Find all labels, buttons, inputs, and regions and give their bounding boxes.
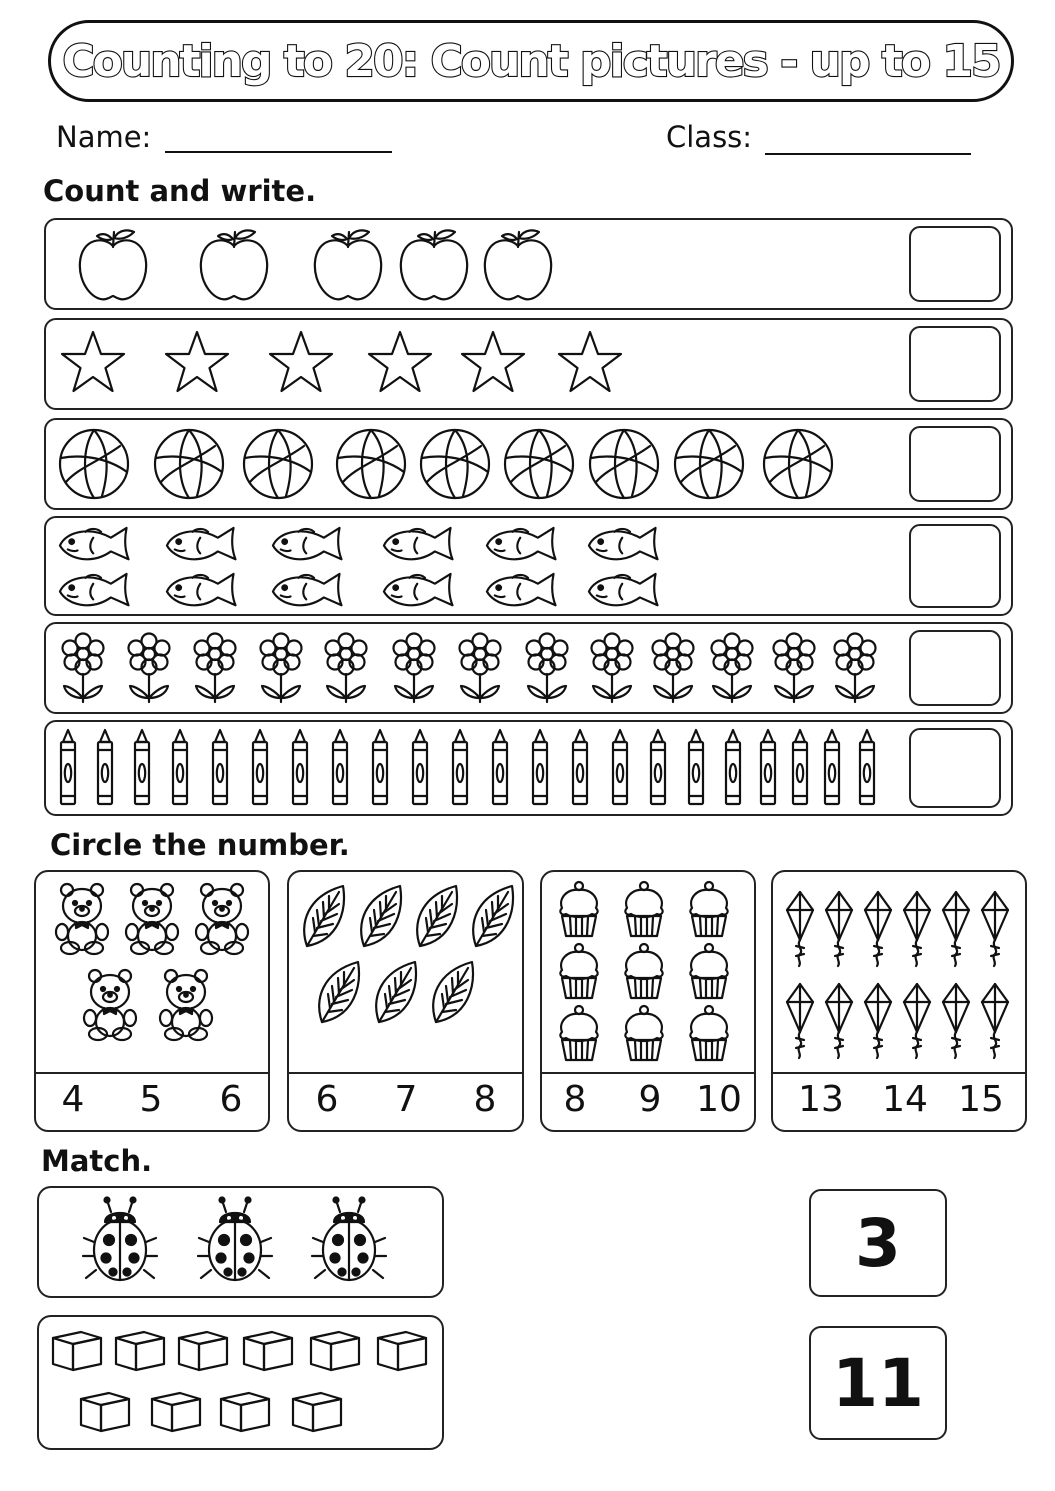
flower-icon — [524, 630, 570, 704]
beach-ball-icon — [242, 428, 314, 500]
cupcake-icon — [556, 880, 602, 938]
number-option[interactable]: 6 — [219, 1079, 243, 1120]
star-icon — [367, 330, 433, 394]
fish-icon — [585, 524, 665, 563]
fish-icon — [56, 570, 136, 609]
number-option[interactable]: 8 — [473, 1079, 497, 1120]
cube-icon — [51, 1324, 103, 1372]
class-field[interactable] — [765, 153, 971, 155]
cupcake-icon — [621, 942, 667, 1000]
fish-icon — [585, 570, 665, 609]
ladybug-icon — [81, 1198, 159, 1288]
crayon-icon — [95, 728, 115, 806]
count-and-write-heading: Count and write. — [43, 174, 317, 208]
beach-ball-icon — [419, 428, 491, 500]
beach-ball-icon — [588, 428, 660, 500]
name-field[interactable] — [165, 151, 392, 153]
number-option[interactable]: 9 — [638, 1079, 662, 1120]
apple-icon — [76, 226, 150, 302]
leaf-icon — [371, 960, 419, 1026]
fish-icon — [163, 524, 243, 563]
fish-icon — [380, 524, 460, 563]
crayon-icon — [758, 728, 778, 806]
flower-icon — [323, 630, 369, 704]
fish-icon — [483, 570, 563, 609]
crayon-icon — [132, 728, 152, 806]
leaf-icon — [428, 960, 476, 1026]
crayon-icon — [370, 728, 390, 806]
star-icon — [164, 330, 230, 394]
leaf-icon — [468, 884, 516, 950]
fish-icon — [483, 524, 563, 563]
cube-icon — [219, 1385, 271, 1433]
answer-box[interactable] — [909, 524, 1001, 608]
kite-icon — [980, 890, 1010, 966]
card-divider — [542, 1072, 754, 1074]
crayon-icon — [648, 728, 668, 806]
answer-box[interactable] — [909, 226, 1001, 302]
kite-icon — [941, 890, 971, 966]
flower-icon — [60, 630, 106, 704]
cupcake-icon — [686, 880, 732, 938]
number-option[interactable]: 14 — [882, 1079, 928, 1120]
cupcake-icon — [686, 1004, 732, 1062]
ladybug-icon — [196, 1198, 274, 1288]
teddy-bear-icon — [193, 882, 251, 954]
teddy-bear-icon — [53, 882, 111, 954]
beach-ball-icon — [153, 428, 225, 500]
star-icon — [460, 330, 526, 394]
cube-icon — [291, 1385, 343, 1433]
kite-icon — [941, 982, 971, 1058]
crayon-icon — [857, 728, 877, 806]
number-option[interactable]: 15 — [958, 1079, 1004, 1120]
crayon-icon — [330, 728, 350, 806]
flower-icon — [589, 630, 635, 704]
crayon-icon — [790, 728, 810, 806]
flower-icon — [650, 630, 696, 704]
cube-icon — [114, 1324, 166, 1372]
cube-icon — [177, 1324, 229, 1372]
crayon-icon — [723, 728, 743, 806]
card-divider — [773, 1072, 1025, 1074]
name-label: Name: — [56, 120, 152, 154]
kite-icon — [902, 890, 932, 966]
card-divider — [36, 1072, 268, 1074]
crayon-icon — [58, 728, 78, 806]
cube-icon — [150, 1385, 202, 1433]
flower-icon — [258, 630, 304, 704]
number-option[interactable]: 4 — [61, 1079, 85, 1120]
kite-icon — [863, 982, 893, 1058]
number-option[interactable]: 10 — [696, 1079, 742, 1120]
crayon-icon — [410, 728, 430, 806]
fish-icon — [269, 570, 349, 609]
teddy-bear-icon — [157, 968, 215, 1040]
title-banner — [48, 20, 1014, 102]
flower-icon — [391, 630, 437, 704]
fish-icon — [269, 524, 349, 563]
cube-icon — [79, 1385, 131, 1433]
flower-icon — [192, 630, 238, 704]
cupcake-icon — [621, 1004, 667, 1062]
cupcake-icon — [686, 942, 732, 1000]
crayon-icon — [210, 728, 230, 806]
beach-ball-icon — [58, 428, 130, 500]
cupcake-icon — [621, 880, 667, 938]
card-divider — [289, 1072, 522, 1074]
number-option[interactable]: 7 — [394, 1079, 418, 1120]
beach-ball-icon — [673, 428, 745, 500]
kite-icon — [785, 890, 815, 966]
fish-icon — [380, 570, 460, 609]
beach-ball-icon — [335, 428, 407, 500]
leaf-icon — [356, 884, 404, 950]
flower-icon — [709, 630, 755, 704]
kite-icon — [863, 890, 893, 966]
number-option[interactable]: 8 — [563, 1079, 587, 1120]
match-heading: Match. — [41, 1144, 153, 1178]
leaf-icon — [412, 884, 460, 950]
flower-icon — [126, 630, 172, 704]
cube-icon — [242, 1324, 294, 1372]
crayon-icon — [490, 728, 510, 806]
cube-icon — [309, 1324, 361, 1372]
apple-icon — [197, 226, 271, 302]
fish-icon — [56, 524, 136, 563]
class-label: Class: — [666, 120, 753, 154]
answer-box[interactable] — [909, 728, 1001, 808]
leaf-icon — [299, 884, 347, 950]
flower-icon — [832, 630, 878, 704]
crayon-icon — [450, 728, 470, 806]
number-option[interactable]: 6 — [315, 1079, 339, 1120]
cupcake-icon — [556, 1004, 602, 1062]
apple-icon — [481, 226, 555, 302]
crayon-icon — [530, 728, 550, 806]
star-icon — [268, 330, 334, 394]
crayon-icon — [686, 728, 706, 806]
leaf-icon — [314, 960, 362, 1026]
match-number-box[interactable]: 3 — [809, 1189, 947, 1297]
star-icon — [557, 330, 623, 394]
crayon-icon — [170, 728, 190, 806]
fish-icon — [163, 570, 243, 609]
teddy-bear-icon — [81, 968, 139, 1040]
beach-ball-icon — [503, 428, 575, 500]
circle-number-heading: Circle the number. — [50, 828, 350, 862]
cube-icon — [376, 1324, 428, 1372]
answer-box[interactable] — [909, 630, 1001, 706]
star-icon — [60, 330, 126, 394]
kite-icon — [824, 982, 854, 1058]
crayon-icon — [290, 728, 310, 806]
cupcake-icon — [556, 942, 602, 1000]
match-number-box[interactable]: 11 — [809, 1326, 947, 1440]
kite-icon — [824, 890, 854, 966]
kite-icon — [980, 982, 1010, 1058]
answer-box[interactable] — [909, 326, 1001, 402]
crayon-icon — [250, 728, 270, 806]
beach-ball-icon — [762, 428, 834, 500]
page-title: Counting to 20: Count pictures - up to 15 — [62, 35, 1000, 87]
flower-icon — [771, 630, 817, 704]
kite-icon — [902, 982, 932, 1058]
number-option[interactable]: 5 — [139, 1079, 163, 1120]
answer-box[interactable] — [909, 426, 1001, 502]
kite-icon — [785, 982, 815, 1058]
crayon-icon — [822, 728, 842, 806]
flower-icon — [457, 630, 503, 704]
number-option[interactable]: 13 — [798, 1079, 844, 1120]
crayon-icon — [610, 728, 630, 806]
ladybug-icon — [310, 1198, 388, 1288]
crayon-icon — [570, 728, 590, 806]
apple-icon — [311, 226, 385, 302]
teddy-bear-icon — [123, 882, 181, 954]
apple-icon — [397, 226, 471, 302]
